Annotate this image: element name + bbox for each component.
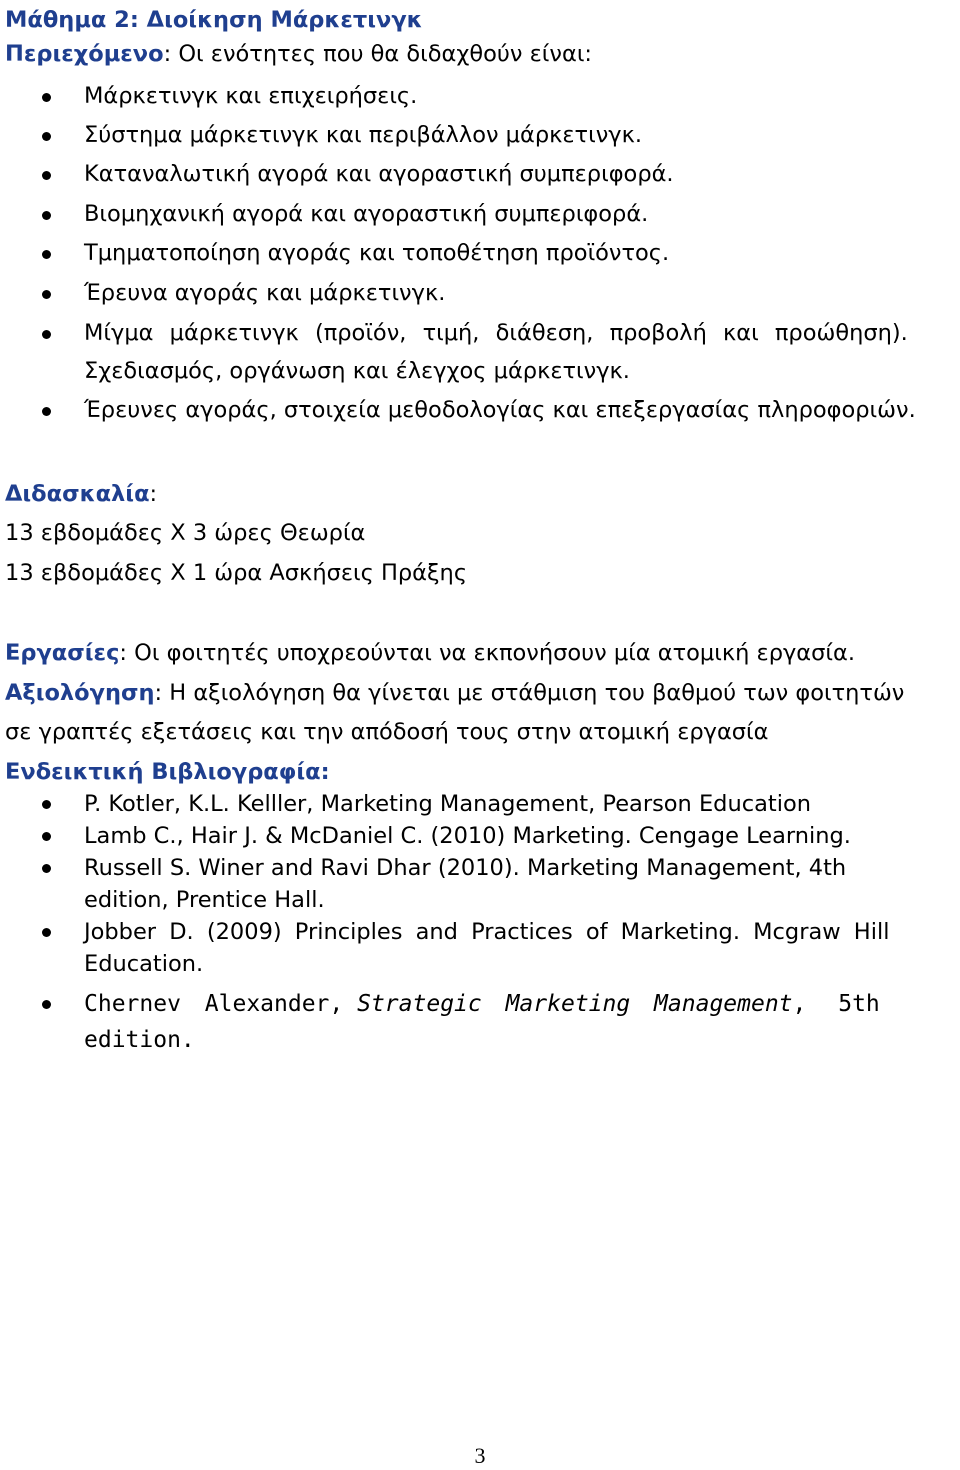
teaching-heading	[5, 478, 954, 510]
bullet-icon	[42, 250, 51, 259]
list-item-text: edition, Prentice Hall.	[84, 887, 325, 913]
bullet-icon	[42, 132, 51, 141]
list-item-text: Έρευνα αγοράς και μάρκετινγκ.	[84, 280, 446, 306]
reference-book-title: Strategic Marketing Management	[357, 991, 793, 1017]
list-item-text: Μίγμα μάρκετινγκ (προϊόν, τιμή, διάθεση, προβολή και προώθηση).	[84, 320, 908, 346]
list-item-text: Education.	[84, 951, 204, 977]
teaching-label: Διδασκαλία	[5, 481, 150, 507]
teaching-line: 13 εβδομάδες Χ 1 ώρα Ασκήσεις Πράξης	[5, 560, 468, 586]
teaching-suffix: :	[149, 481, 158, 507]
bibliography-heading: Ενδεικτική Βιβλιογραφία:	[5, 759, 330, 785]
assignments-line	[5, 637, 954, 669]
contents-heading	[5, 38, 954, 70]
bullet-icon	[42, 800, 51, 809]
assignments-label: Εργασίες	[5, 640, 120, 666]
bullet-icon	[42, 407, 51, 416]
list-item-text: Russell S. Winer and Ravi Dhar (2010). Marketing Management, 4th	[84, 855, 847, 881]
bullet-icon	[42, 832, 51, 841]
bullet-icon	[42, 330, 51, 339]
list-item-text: Καταναλωτική αγορά και αγοραστική συμπεριφορά.	[84, 161, 674, 187]
list-item-text	[84, 986, 954, 1058]
reference-edition: , 5th edition.	[84, 991, 880, 1053]
assessment-text: : Η αξιολόγηση θα γίνεται με στάθμιση του βαθμού των φοιτητών	[154, 680, 905, 706]
lesson-title: Μάθημα 2: Διοίκηση Μάρκετινγκ	[5, 7, 423, 33]
teaching-line: 13 εβδομάδες Χ 3 ώρες Θεωρία	[5, 520, 366, 546]
list-item-text: P. Kotler, K.L. Kelller, Marketing Management, Pearson Education	[84, 791, 811, 817]
contents-intro: : Οι ενότητες που θα διδαχθούν είναι:	[163, 41, 593, 67]
list-item-text: Jobber D. (2009) Principles and Practices of Marketing. Mcgraw Hill	[84, 919, 890, 945]
list-item-text: Σχεδιασμός, οργάνωση και έλεγχος μάρκετινγκ.	[84, 358, 630, 384]
list-item-text: Σύστημα μάρκετινγκ και περιβάλλον μάρκετινγκ.	[84, 122, 642, 148]
list-item-text: Έρευνες αγοράς, στοιχεία μεθοδολογίας και επεξεργασίας πληροφοριών.	[84, 397, 916, 423]
bullet-icon	[42, 171, 51, 180]
assessment-line	[5, 677, 954, 709]
list-item-text: Τμηματοποίηση αγοράς και τοποθέτηση προϊόντος.	[84, 240, 670, 266]
bullet-icon	[42, 290, 51, 299]
reference-author: Chernev Alexander,	[84, 991, 344, 1017]
assignments-text: : Οι φοιτητές υποχρεούνται να εκπονήσουν μία ατομική εργασία.	[119, 640, 855, 666]
list-item-text: Μάρκετινγκ και επιχειρήσεις.	[84, 83, 418, 109]
contents-label: Περιεχόμενο	[5, 41, 164, 67]
assessment-label: Αξιολόγηση	[5, 680, 155, 706]
bullet-icon	[42, 93, 51, 102]
list-item-text: Lamb C., Hair J. & McDaniel C. (2010) Marketing. Cengage Learning.	[84, 823, 851, 849]
list-item-text: Βιομηχανική αγορά και αγοραστική συμπεριφορά.	[84, 201, 649, 227]
bullet-icon	[42, 928, 51, 937]
page-number: 3	[474, 1443, 486, 1468]
bullet-icon	[42, 864, 51, 873]
bullet-icon	[42, 211, 51, 220]
bullet-icon	[42, 1000, 51, 1009]
assessment-line-2: σε γραπτές εξετάσεις και την απόδοσή τους στην ατομική εργασία	[5, 719, 769, 745]
